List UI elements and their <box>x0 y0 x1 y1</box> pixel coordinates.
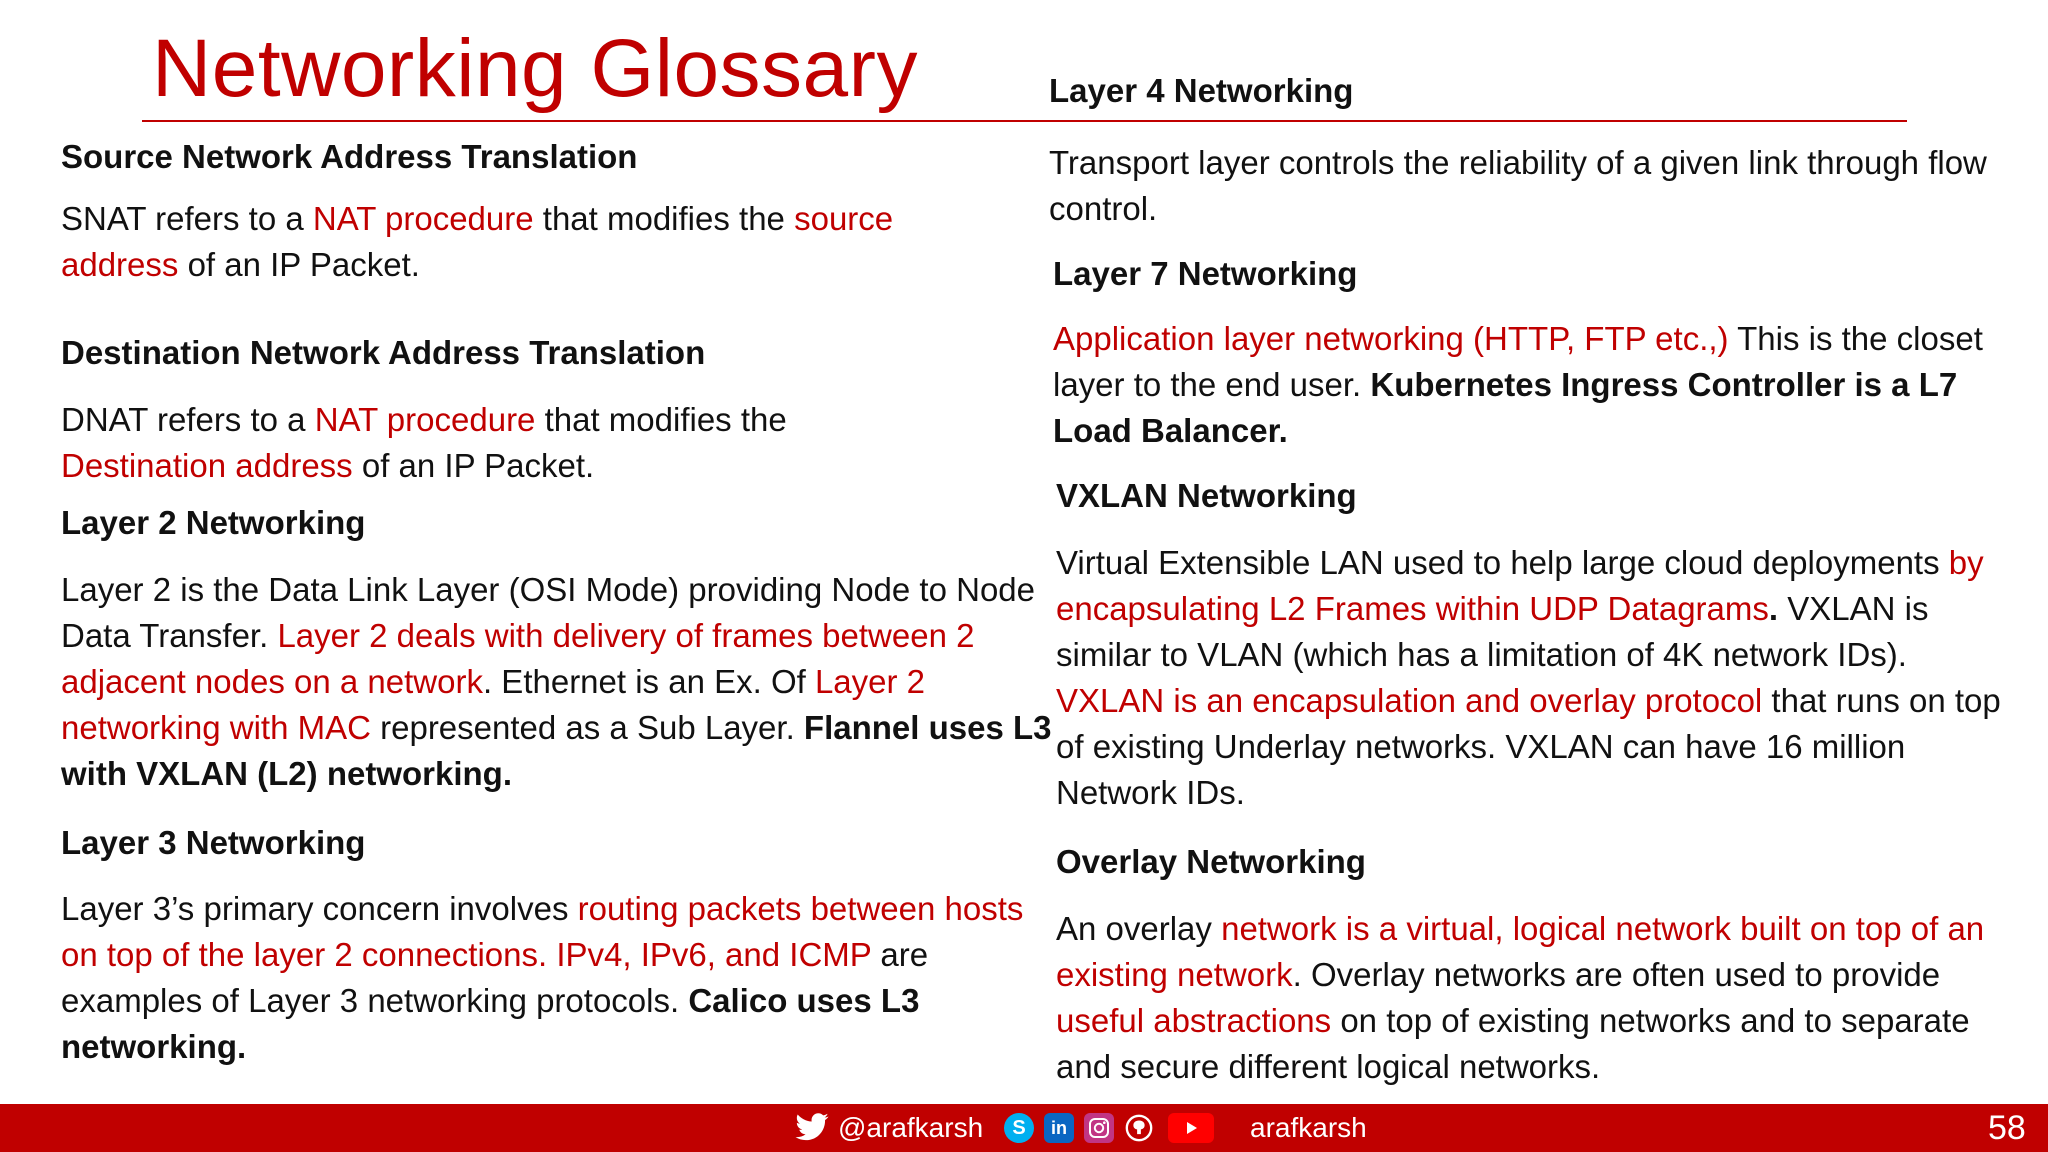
twitter-link[interactable] <box>794 1104 983 1152</box>
layer2-paragraph: Layer 2 is the Data Link Layer (OSI Mode) providing Node to Node Data Transfer. Layer 2 deals with delivery of frames between 2 adjacent nodes on a network. Ethernet is an Ex. Of Layer 2 networking with MAC represented as a Sub Layer. Flannel uses L3 with VXLAN (L2) networking. <box>61 571 1052 792</box>
layer4-paragraph: Transport layer controls the reliability of a given link through flow control. <box>1049 144 1987 227</box>
slide-title: Networking Glossary <box>152 23 918 114</box>
page-number: 58 <box>1988 1108 2026 1147</box>
overlay-heading: Overlay Networking <box>1056 843 1366 880</box>
twitter-icon <box>794 1113 830 1143</box>
page-number-box <box>1988 1104 2026 1152</box>
vxlan-heading: VXLAN Networking <box>1056 477 1357 514</box>
snat-paragraph: SNAT refers to a NAT procedure that modifies the source address of an IP Packet. <box>61 200 894 283</box>
github-icon[interactable] <box>1124 1113 1154 1143</box>
dnat-paragraph: DNAT refers to a NAT procedure that modifies the Destination address of an IP Packet. <box>61 401 787 484</box>
social-name-link[interactable] <box>1250 1104 1367 1152</box>
overlay-paragraph: An overlay network is a virtual, logical network built on top of an existing network. Overlay networks are often used to provide useful abstractions on top of existing networks and to separate and secure different logical networks. <box>1056 910 1985 1085</box>
layer4-heading: Layer 4 Networking <box>1049 72 1354 109</box>
layer2-heading: Layer 2 Networking <box>61 504 366 541</box>
linkedin-icon[interactable]: in <box>1044 1113 1074 1143</box>
twitter-handle: @arafkarsh <box>838 1112 984 1143</box>
footer-bar <box>0 1104 2048 1152</box>
layer7-paragraph: Application layer networking (HTTP, FTP etc.,) This is the closet layer to the end user. Kubernetes Ingress Controller is a L7 Load Balancer. <box>1053 320 1983 449</box>
layer3-heading: Layer 3 Networking <box>61 824 366 861</box>
snat-heading: Source Network Address Translation <box>61 138 638 175</box>
layer7-heading: Layer 7 Networking <box>1053 255 1358 292</box>
vxlan-paragraph: Virtual Extensible LAN used to help large cloud deployments by encapsulating L2 Frames within UDP Datagrams. VXLAN is similar to VLAN (which has a limitation of 4K network IDs). VXLAN is an encapsulation and overlay protocol that runs on top of existing Underlay networks. VXLAN can have 16 million Network IDs. <box>1056 544 2001 811</box>
social-icons <box>1004 1104 1214 1152</box>
dnat-heading: Destination Network Address Translation <box>61 334 706 371</box>
instagram-icon[interactable] <box>1084 1113 1114 1143</box>
title-divider <box>142 120 1907 122</box>
layer3-paragraph: Layer 3’s primary concern involves routing packets between hosts on top of the layer 2 connections. IPv4, IPv6, and ICMP are examples of Layer 3 networking protocols. Calico uses L3 networking. <box>61 890 1024 1065</box>
social-name: arafkarsh <box>1250 1112 1367 1143</box>
skype-icon[interactable]: S <box>1004 1113 1034 1143</box>
youtube-icon[interactable] <box>1168 1113 1214 1143</box>
